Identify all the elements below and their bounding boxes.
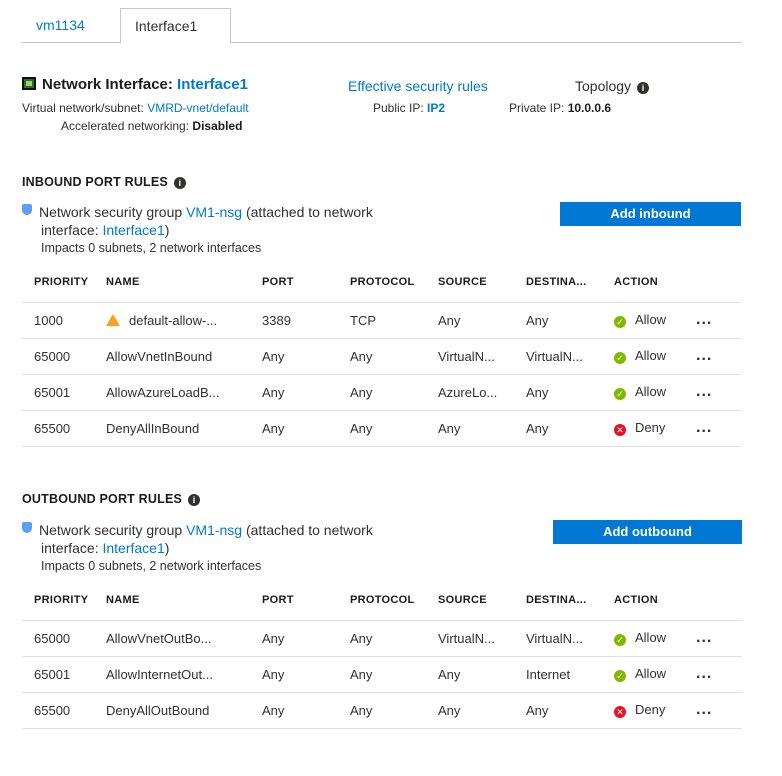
table-row[interactable]: 65500 DenyAllInBound Any Any Any Any ✕ Deny ... (22, 410, 742, 446)
column-port[interactable]: PORT (262, 262, 350, 302)
allow-icon: ✓ (614, 670, 626, 682)
public-ip-link[interactable]: IP2 (427, 101, 446, 115)
inbound-rules-title: INBOUND PORT RULES i (22, 175, 186, 189)
info-icon[interactable]: i (174, 177, 186, 189)
table-row[interactable]: 1000 default-allow-... 3389 TCP Any Any ✓ Allow ... (22, 302, 742, 338)
outbound-rules-table (22, 580, 742, 729)
table-row[interactable]: 65000 AllowVnetInBound Any Any VirtualN... VirtualN... ✓ Allow ... (22, 338, 742, 374)
impacts-text: Impacts 0 subnets, 2 network interfaces (41, 241, 262, 255)
column-source[interactable]: SOURCE (438, 262, 526, 302)
column-source[interactable]: SOURCE (438, 580, 526, 620)
add-inbound-button[interactable]: Add inbound (560, 202, 741, 226)
column-protocol[interactable]: PROTOCOL (350, 262, 438, 302)
network-interface-label: Network Interface: (42, 76, 173, 93)
vnet-subnet-link[interactable]: VMRD-vnet/default (147, 101, 249, 115)
topology-label: Topology i (575, 78, 649, 94)
table-header-row (22, 262, 742, 302)
table-header-row (22, 580, 742, 620)
public-ip: Public IP: IP2 (373, 101, 446, 115)
deny-icon: ✕ (614, 706, 626, 718)
column-name[interactable]: NAME (106, 262, 262, 302)
interface-link[interactable]: Interface1 (102, 540, 165, 556)
nsg-link[interactable]: VM1-nsg (186, 204, 243, 220)
more-options-icon[interactable]: ... (696, 629, 713, 646)
column-destination[interactable]: DESTINA... (526, 262, 614, 302)
impacts-text: Impacts 0 subnets, 2 network interfaces (41, 559, 262, 573)
inbound-rules-table (22, 262, 742, 447)
vnet-subnet: Virtual network/subnet: VMRD-vnet/default (22, 101, 249, 115)
tab-vm1134[interactable]: vm1134 (36, 17, 85, 33)
tab-interface1[interactable]: Interface1 (120, 8, 231, 44)
accelerated-networking: Accelerated networking: Disabled (61, 119, 243, 133)
shield-icon (22, 522, 32, 533)
private-ip-value: 10.0.0.6 (567, 101, 612, 115)
network-interface-icon (22, 77, 36, 90)
table-row[interactable]: 65500 DenyAllOutBound Any Any Any Any ✕ Deny ... (22, 692, 742, 728)
column-port[interactable]: PORT (262, 580, 350, 620)
column-priority[interactable]: PRIORITY (22, 580, 106, 620)
nsg-link[interactable]: VM1-nsg (186, 522, 243, 538)
table-row[interactable]: 65001 AllowInternetOut... Any Any Any Internet ✓ Allow ... (22, 656, 742, 692)
more-options-icon[interactable]: ... (696, 347, 713, 364)
inbound-nsg-description: Network security group VM1-nsg (attached to network interface: Interface1) Impacts 0 subnets, 2 network interfaces (22, 203, 522, 257)
more-options-icon[interactable]: ... (696, 665, 713, 682)
column-action[interactable]: ACTION (614, 262, 696, 302)
warning-icon (106, 314, 120, 326)
add-outbound-button[interactable]: Add outbound (553, 520, 742, 544)
table-row[interactable]: 65000 AllowVnetOutBo... Any Any VirtualN... VirtualN... ✓ Allow ... (22, 620, 742, 656)
interface-link[interactable]: Interface1 (102, 222, 165, 238)
more-options-icon[interactable]: ... (696, 701, 713, 718)
allow-icon: ✓ (614, 316, 626, 328)
effective-security-rules-link[interactable]: Effective security rules (348, 78, 488, 94)
accelerated-networking-value: Disabled (192, 119, 243, 133)
column-priority[interactable]: PRIORITY (22, 262, 106, 302)
network-interface-heading (22, 76, 248, 93)
network-interface-name-link[interactable]: Interface1 (177, 76, 248, 93)
column-protocol[interactable]: PROTOCOL (350, 580, 438, 620)
shield-icon (22, 204, 32, 215)
private-ip: Private IP: 10.0.0.6 (509, 101, 612, 115)
deny-icon: ✕ (614, 424, 626, 436)
outbound-rules-title: OUTBOUND PORT RULES i (22, 492, 200, 506)
more-options-icon[interactable]: ... (696, 311, 713, 328)
more-options-icon[interactable]: ... (696, 383, 713, 400)
allow-icon: ✓ (614, 634, 626, 646)
column-action[interactable]: ACTION (614, 580, 696, 620)
allow-icon: ✓ (614, 388, 626, 400)
outbound-nsg-description: Network security group VM1-nsg (attached to network interface: Interface1) Impacts 0 subnets, 2 network interfaces (22, 521, 522, 575)
tab-bar (22, 8, 742, 43)
allow-icon: ✓ (614, 352, 626, 364)
column-name[interactable]: NAME (106, 580, 262, 620)
info-icon[interactable]: i (637, 82, 649, 94)
more-options-icon[interactable]: ... (696, 419, 713, 436)
column-destination[interactable]: DESTINA... (526, 580, 614, 620)
table-row[interactable]: 65001 AllowAzureLoadB... Any Any AzureLo... Any ✓ Allow ... (22, 374, 742, 410)
info-icon[interactable]: i (188, 494, 200, 506)
